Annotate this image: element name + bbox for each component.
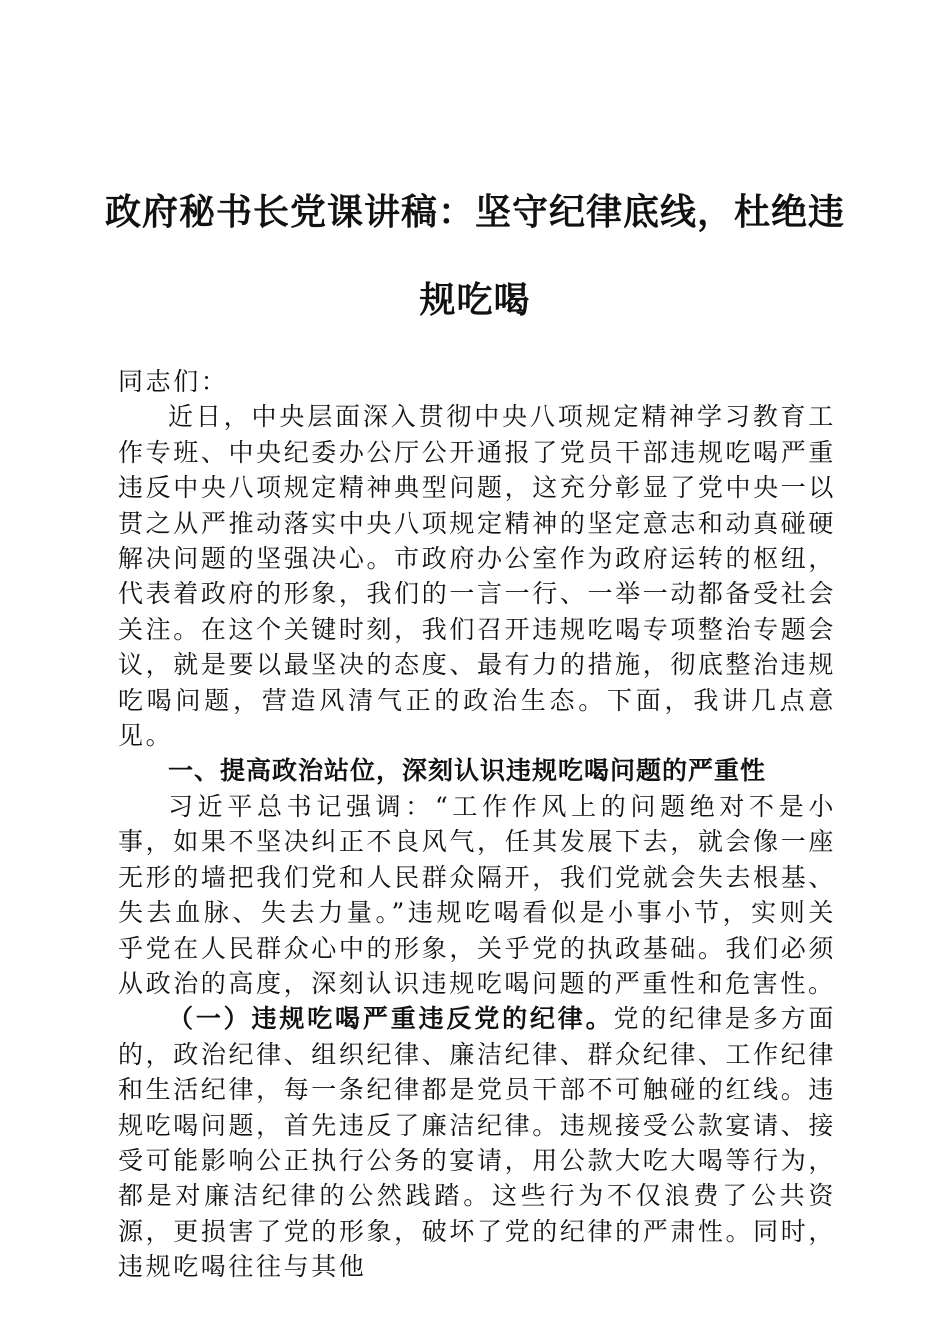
document-title: 政府秘书长党课讲稿：坚守纪律底线，杜绝违规吃喝 — [104, 191, 845, 321]
intro-paragraph: 近日，中央层面深入贯彻中央八项规定精神学习教育工作专班、中央纪委办公厅公开通报了党员干部违规吃喝严重违反中央八项规定精神典型问题，这充分彰显了党中央一以贯之从严推动落实中央八项规定精神的坚定意志和动真碰硬解决问题的坚强决心。市政府办公室作为政府运转的枢纽，代表着政府的形象，我们的一言一行、一举一动都备受社会关注。在这个关键时刻，我们召开违规吃喝专项整治专题会议，就是要以最坚决的态度、最有力的措施，彻底整治违规吃喝问题，营造风清气正的政治生态。下面，我讲几点意见。 — [118, 402, 836, 751]
salutation: 同志们： — [118, 367, 229, 396]
section-1-paragraph: 习近平总书记强调：“工作作风上的问题绝对不是小事，如果不坚决纠正不良风气，任其发展下去，就会像一座无形的墙把我们党和人民群众隔开，我们党就会失去根基、失去血脉、失去力量。”违规吃喝看似是小事小节，实则关乎党在人民群众心中的形象，关乎党的执政基础。我们必须从政治的高度，深刻认识违规吃喝问题的严重性和危害性。 — [118, 791, 836, 998]
section-heading-1: 一、提高政治站位，深刻认识违规吃喝问题的严重性 — [168, 756, 767, 786]
subsection-1-paragraph — [118, 1001, 836, 1284]
subsection-1-text: 党的纪律是多方面的，政治纪律、组织纪律、廉洁纪律、群众纪律、工作纪律和生活纪律，每一条纪律都是党员干部不可触碰的红线。违规吃喝问题，首先违反了廉洁纪律。违规接受公款宴请、接受可能影响公正执行公务的宴请，用公款大吃大喝等行为，都是对廉洁纪律的公然践踏。这些行为不仅浪费了公共资源，更损害了党的形象，破坏了党的纪律的严肃性。同时，违规吃喝往往与其他 — [118, 1004, 836, 1282]
subsection-1-lead: （一）违规吃喝严重违反党的纪律。 — [168, 1004, 614, 1034]
document-body — [118, 364, 836, 1285]
